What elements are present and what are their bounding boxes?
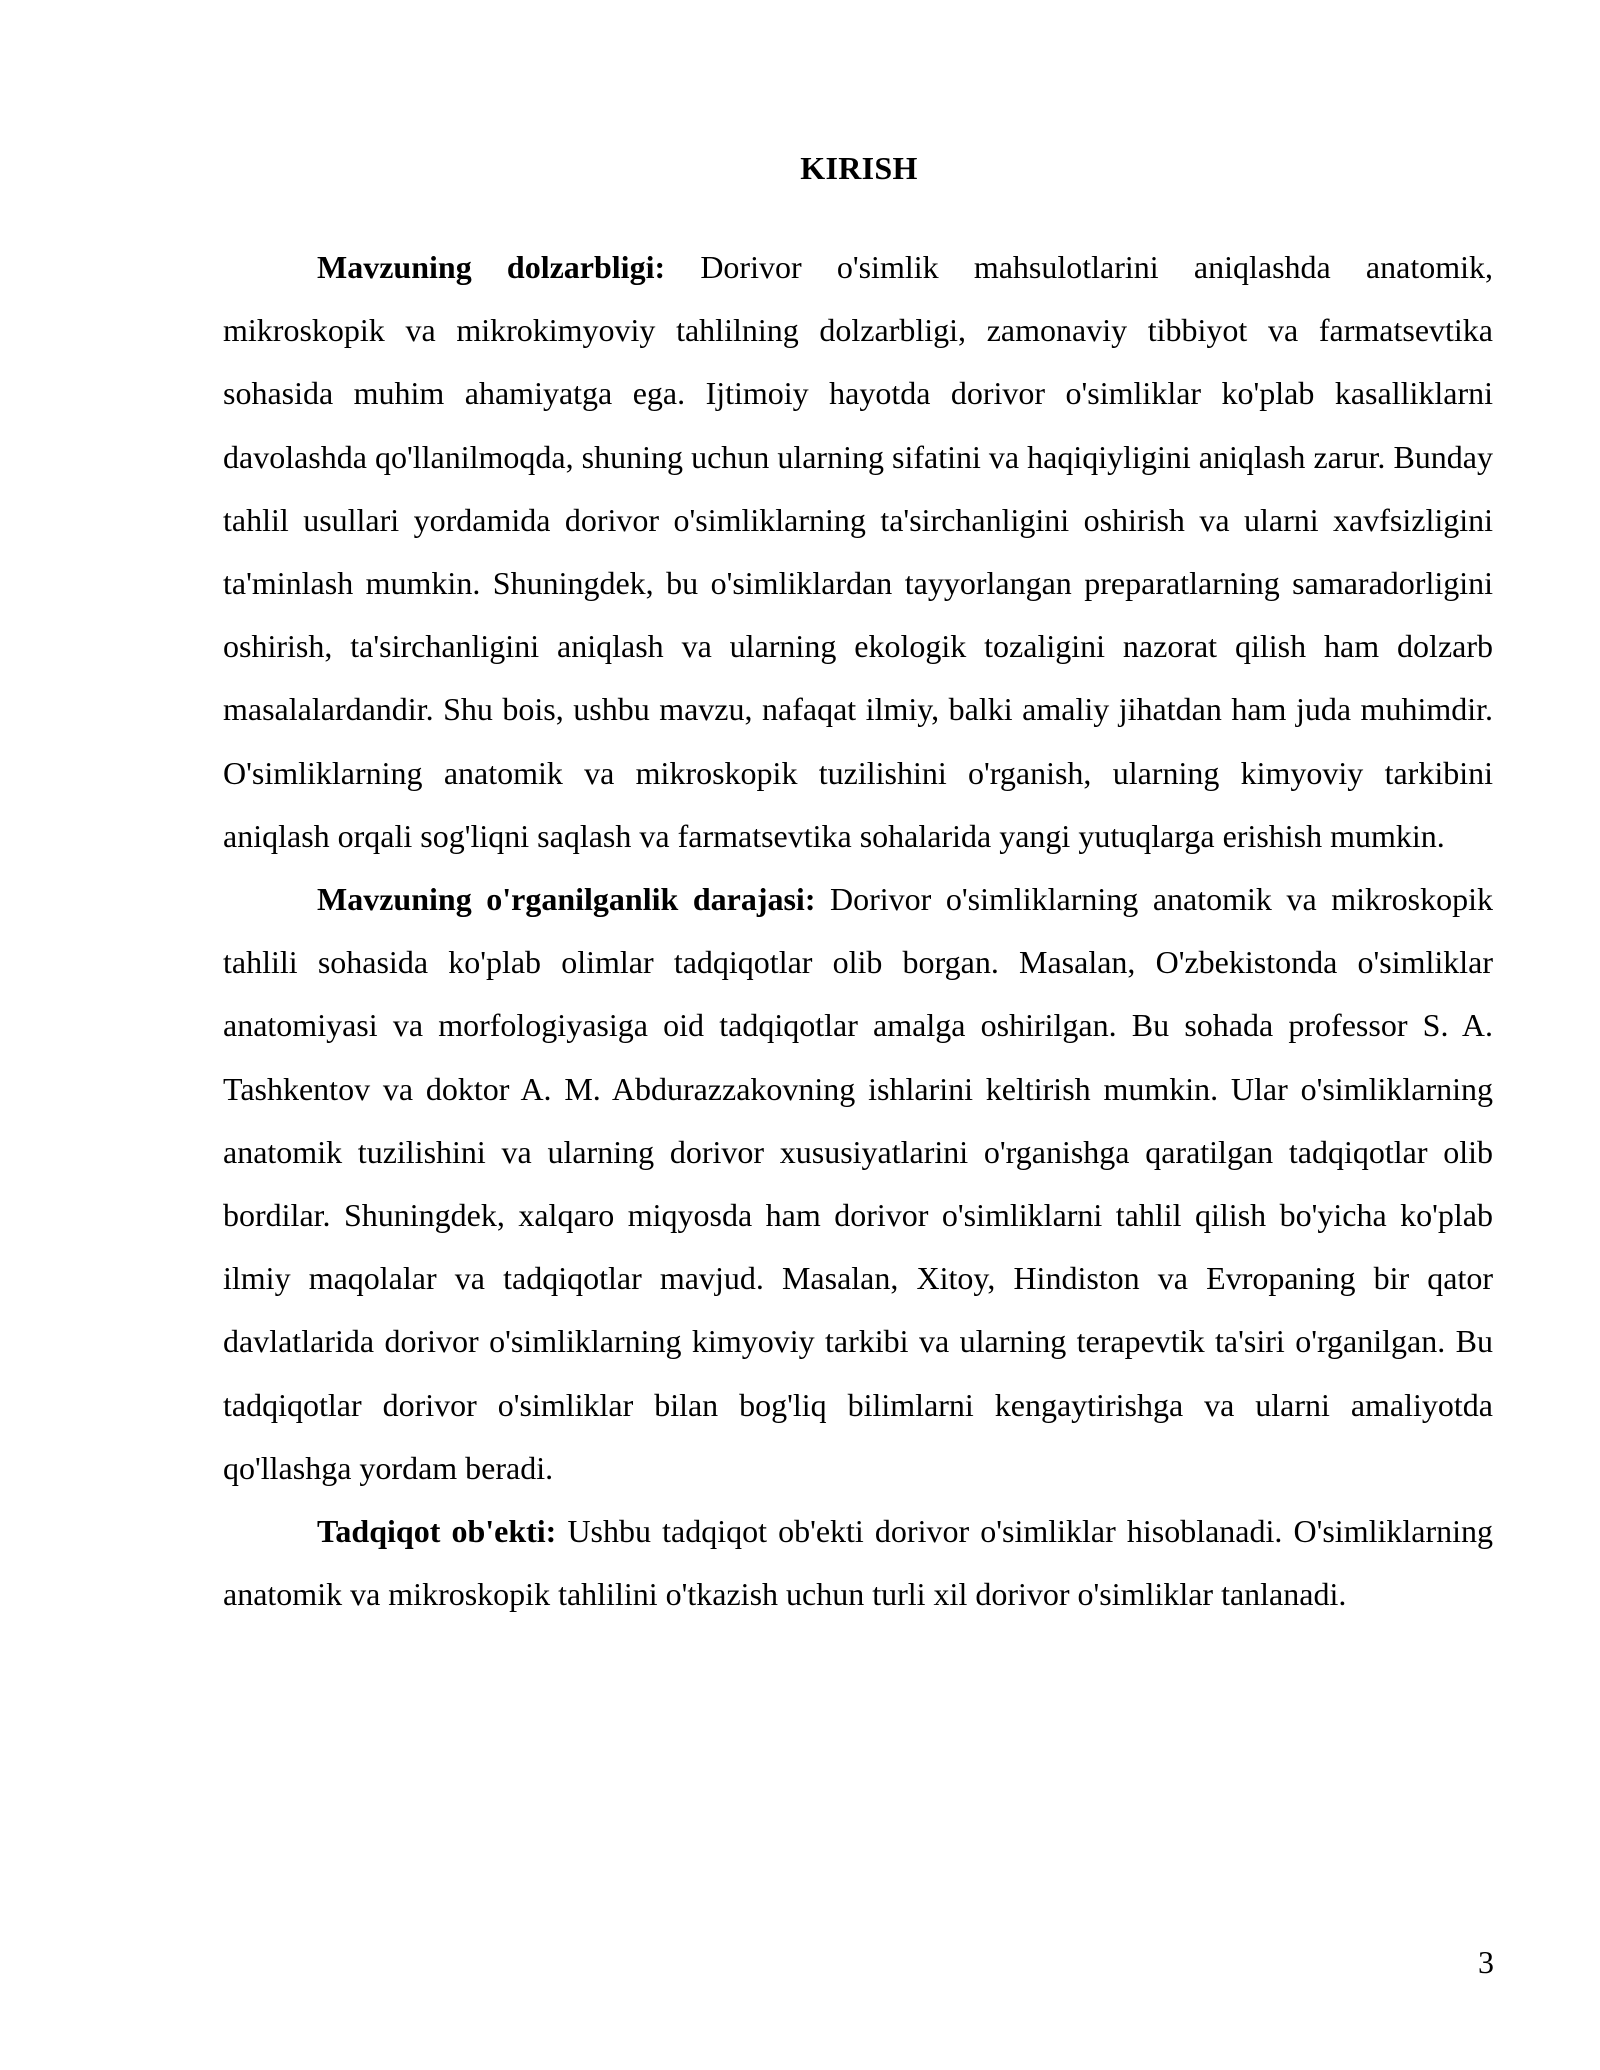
- paragraph-study-level: [223, 868, 1493, 1500]
- paragraph-research-object: [223, 1500, 1493, 1626]
- paragraph-lead: Tadqiqot ob'ekti:: [317, 1513, 557, 1550]
- paragraph-text: Dorivor o'simliklarning anatomik va mikroskopik tahlili sohasida ko'plab olimlar tadqiqotlar olib borgan. Masalan, O'zbekistonda o'simliklar anatomiyasi va morfologiyasiga oid tadqiqotlar amalga oshirilgan. Bu sohada professor S. A. Tashkentov va doktor A. M. Abdurazzakovning ishlarini keltirish mumkin. Ular o'simliklarning anatomik tuzilishini va ularning dorivor xususiyatlarini o'rganishga qaratilgan tadqiqotlar olib bordilar. Shuningdek, xalqaro miqyosda ham dorivor o'simliklarni tahlil qilish bo'yicha ko'plab ilmiy maqolalar va tadqiqotlar mavjud. Masalan, Xitoy, Hindiston va Evropaning bir qator davlatlarida dorivor o'simliklarning kimyoviy tarkibi va ularning terapevtik ta'siri o'rganilgan. Bu tadqiqotlar dorivor o'simliklar bilan bog'liq bilimlarni kengaytirishga va ularni amaliyotda qo'llashga yordam beradi.: [223, 881, 1494, 1486]
- paragraph-relevance: [223, 236, 1493, 868]
- page-number: 3: [1478, 1944, 1494, 1980]
- paragraph-text: Dorivor o'simlik mahsulotlarini aniqlashda anatomik, mikroskopik va mikrokimyoviy tahlilning dolzarbligi, zamonaviy tibbiyot va farmatsevtika sohasida muhim ahamiyatga ega. Ijtimoiy hayotda dorivor o'simliklar ko'plab kasalliklarni davolashda qo'llanilmoqda, shuning uchun ularning sifatini va haqiqiyligini aniqlash zarur. Bunday tahlil usullari yordamida dorivor o'simliklarning ta'sirchanligini oshirish va ularni xavfsizligini ta'minlash mumkin. Shuningdek, bu o'simliklardan tayyorlangan preparatlarning samaradorligini oshirish, ta'sirchanligini aniqlash va ularning ekologik tozaligini nazorat qilish ham dolzarb masalalardandir. Shu bois, ushbu mavzu, nafaqat ilmiy, balki amaliy jihatdan ham juda muhimdir. O'simliklarning anatomik va mikroskopik tuzilishini o'rganish, ularning kimyoviy tarkibini aniqlash orqali sog'liqni saqlash va farmatsevtika sohalarida yangi yutuqlarga erishish mumkin.: [223, 249, 1493, 854]
- body-text: [223, 236, 1493, 1626]
- paragraph-lead: Mavzuning o'rganilganlik darajasi:: [317, 881, 816, 918]
- paragraph-text: Ushbu tadqiqot ob'ekti dorivor o'simliklar hisoblanadi. O'simliklarning anatomik va mikroskopik tahlilini o'tkazish uchun turli xil dorivor o'simliklar tanlanadi.: [223, 1513, 1494, 1613]
- section-heading: KIRISH: [800, 150, 918, 186]
- paragraph-lead: Mavzuning dolzarbligi:: [317, 249, 666, 285]
